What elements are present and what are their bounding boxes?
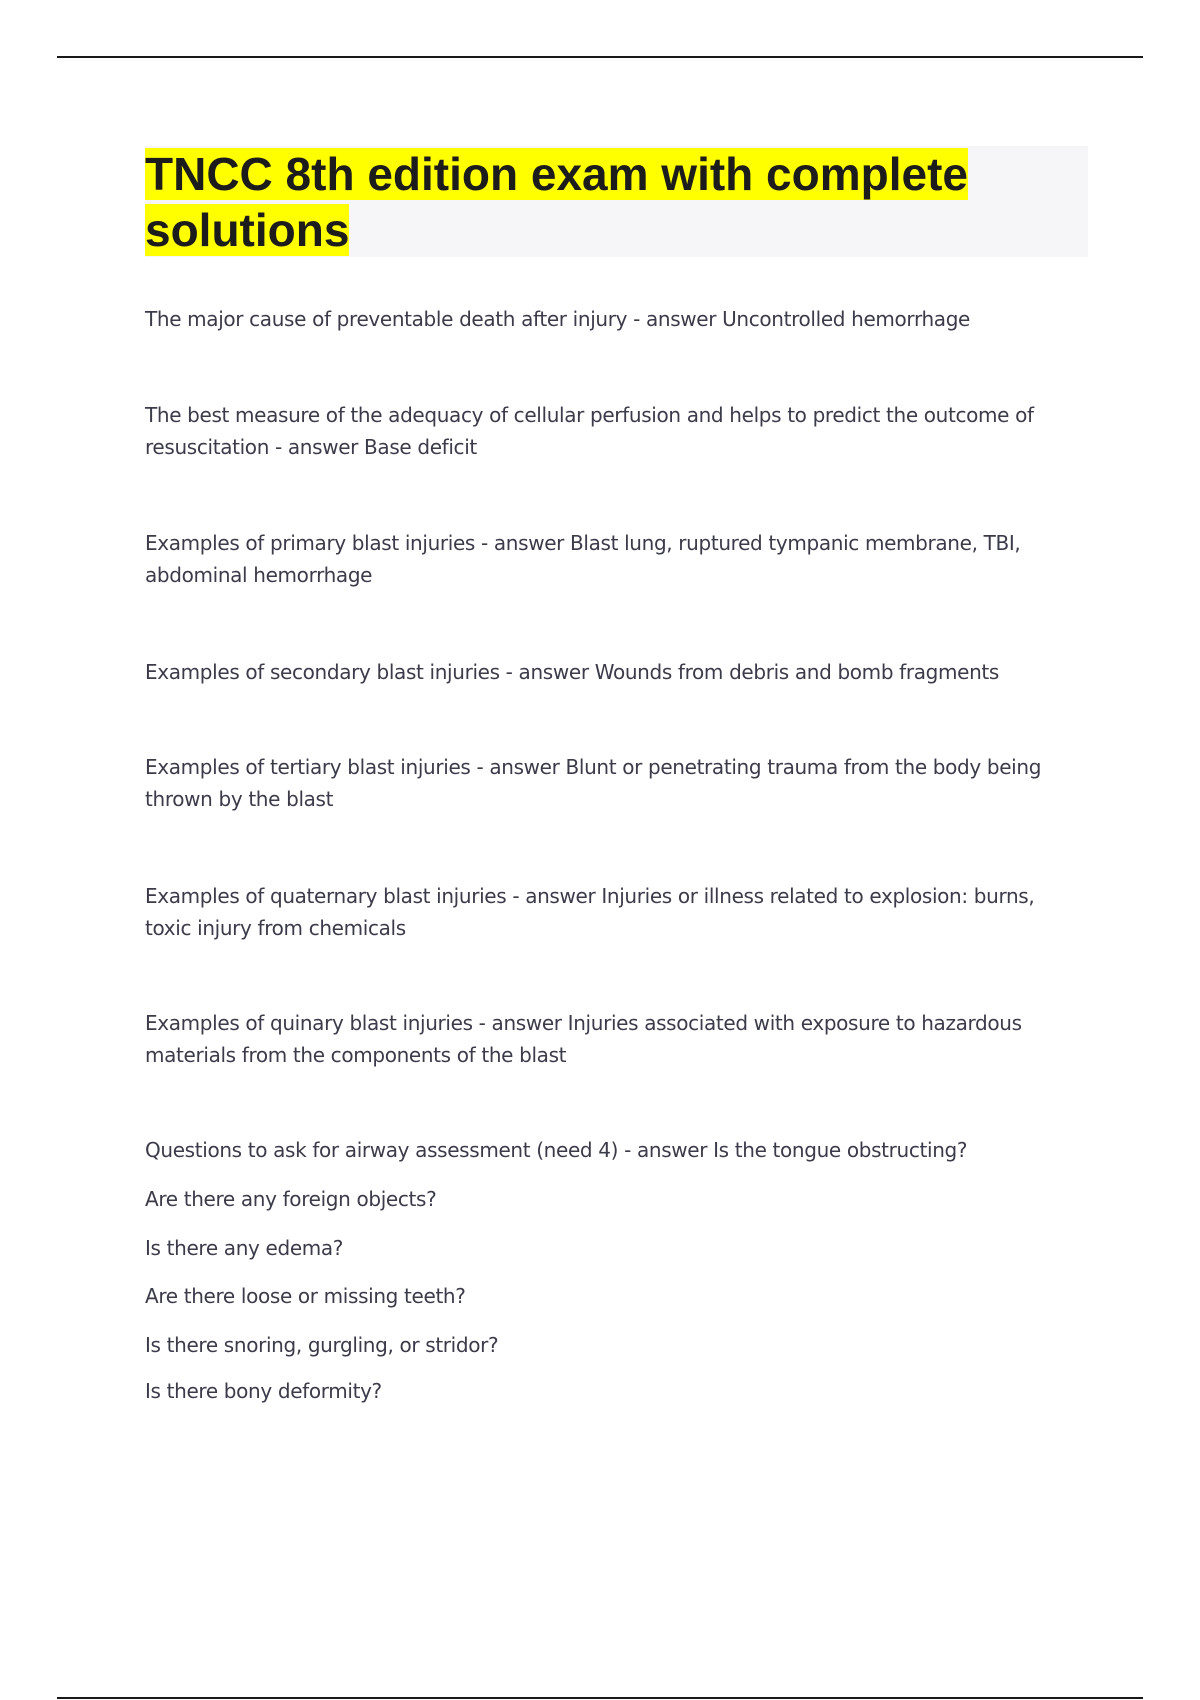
title-highlight: TNCC 8th edition exam with complete solutions — [145, 148, 968, 256]
airway-question: Are there any foreign objects? — [145, 1187, 437, 1211]
airway-question: Is there any edema? — [145, 1236, 344, 1260]
qa-entry: Examples of primary blast injuries - answer Blast lung, ruptured tympanic membrane, TBI, abdominal hemorrhage — [145, 531, 1021, 587]
airway-question: Is there bony deformity? — [145, 1379, 382, 1403]
top-rule — [57, 56, 1143, 58]
qa-entry: Examples of secondary blast injuries - answer Wounds from debris and bomb fragments — [145, 660, 999, 684]
airway-question: Is there snoring, gurgling, or stridor? — [145, 1333, 499, 1357]
document-title — [145, 146, 1088, 258]
airway-question: Are there loose or missing teeth? — [145, 1284, 466, 1308]
bottom-rule — [57, 1697, 1143, 1699]
qa-entry: Examples of tertiary blast injuries - answer Blunt or penetrating trauma from the body being thrown by the blast — [145, 755, 1042, 811]
qa-entry: Examples of quaternary blast injuries - answer Injuries or illness related to explosion: burns, toxic injury from chemicals — [145, 884, 1035, 940]
title-block — [145, 146, 1088, 257]
qa-entry: Questions to ask for airway assessment (need 4) - answer Is the tongue obstructing? — [145, 1138, 968, 1162]
qa-entry: The best measure of the adequacy of cellular perfusion and helps to predict the outcome of resuscitation - answer Base deficit — [145, 403, 1034, 459]
qa-entry: Examples of quinary blast injuries - answer Injuries associated with exposure to hazardous materials from the components of the blast — [145, 1011, 1022, 1067]
qa-entry: The major cause of preventable death after injury - answer Uncontrolled hemorrhage — [145, 307, 971, 331]
